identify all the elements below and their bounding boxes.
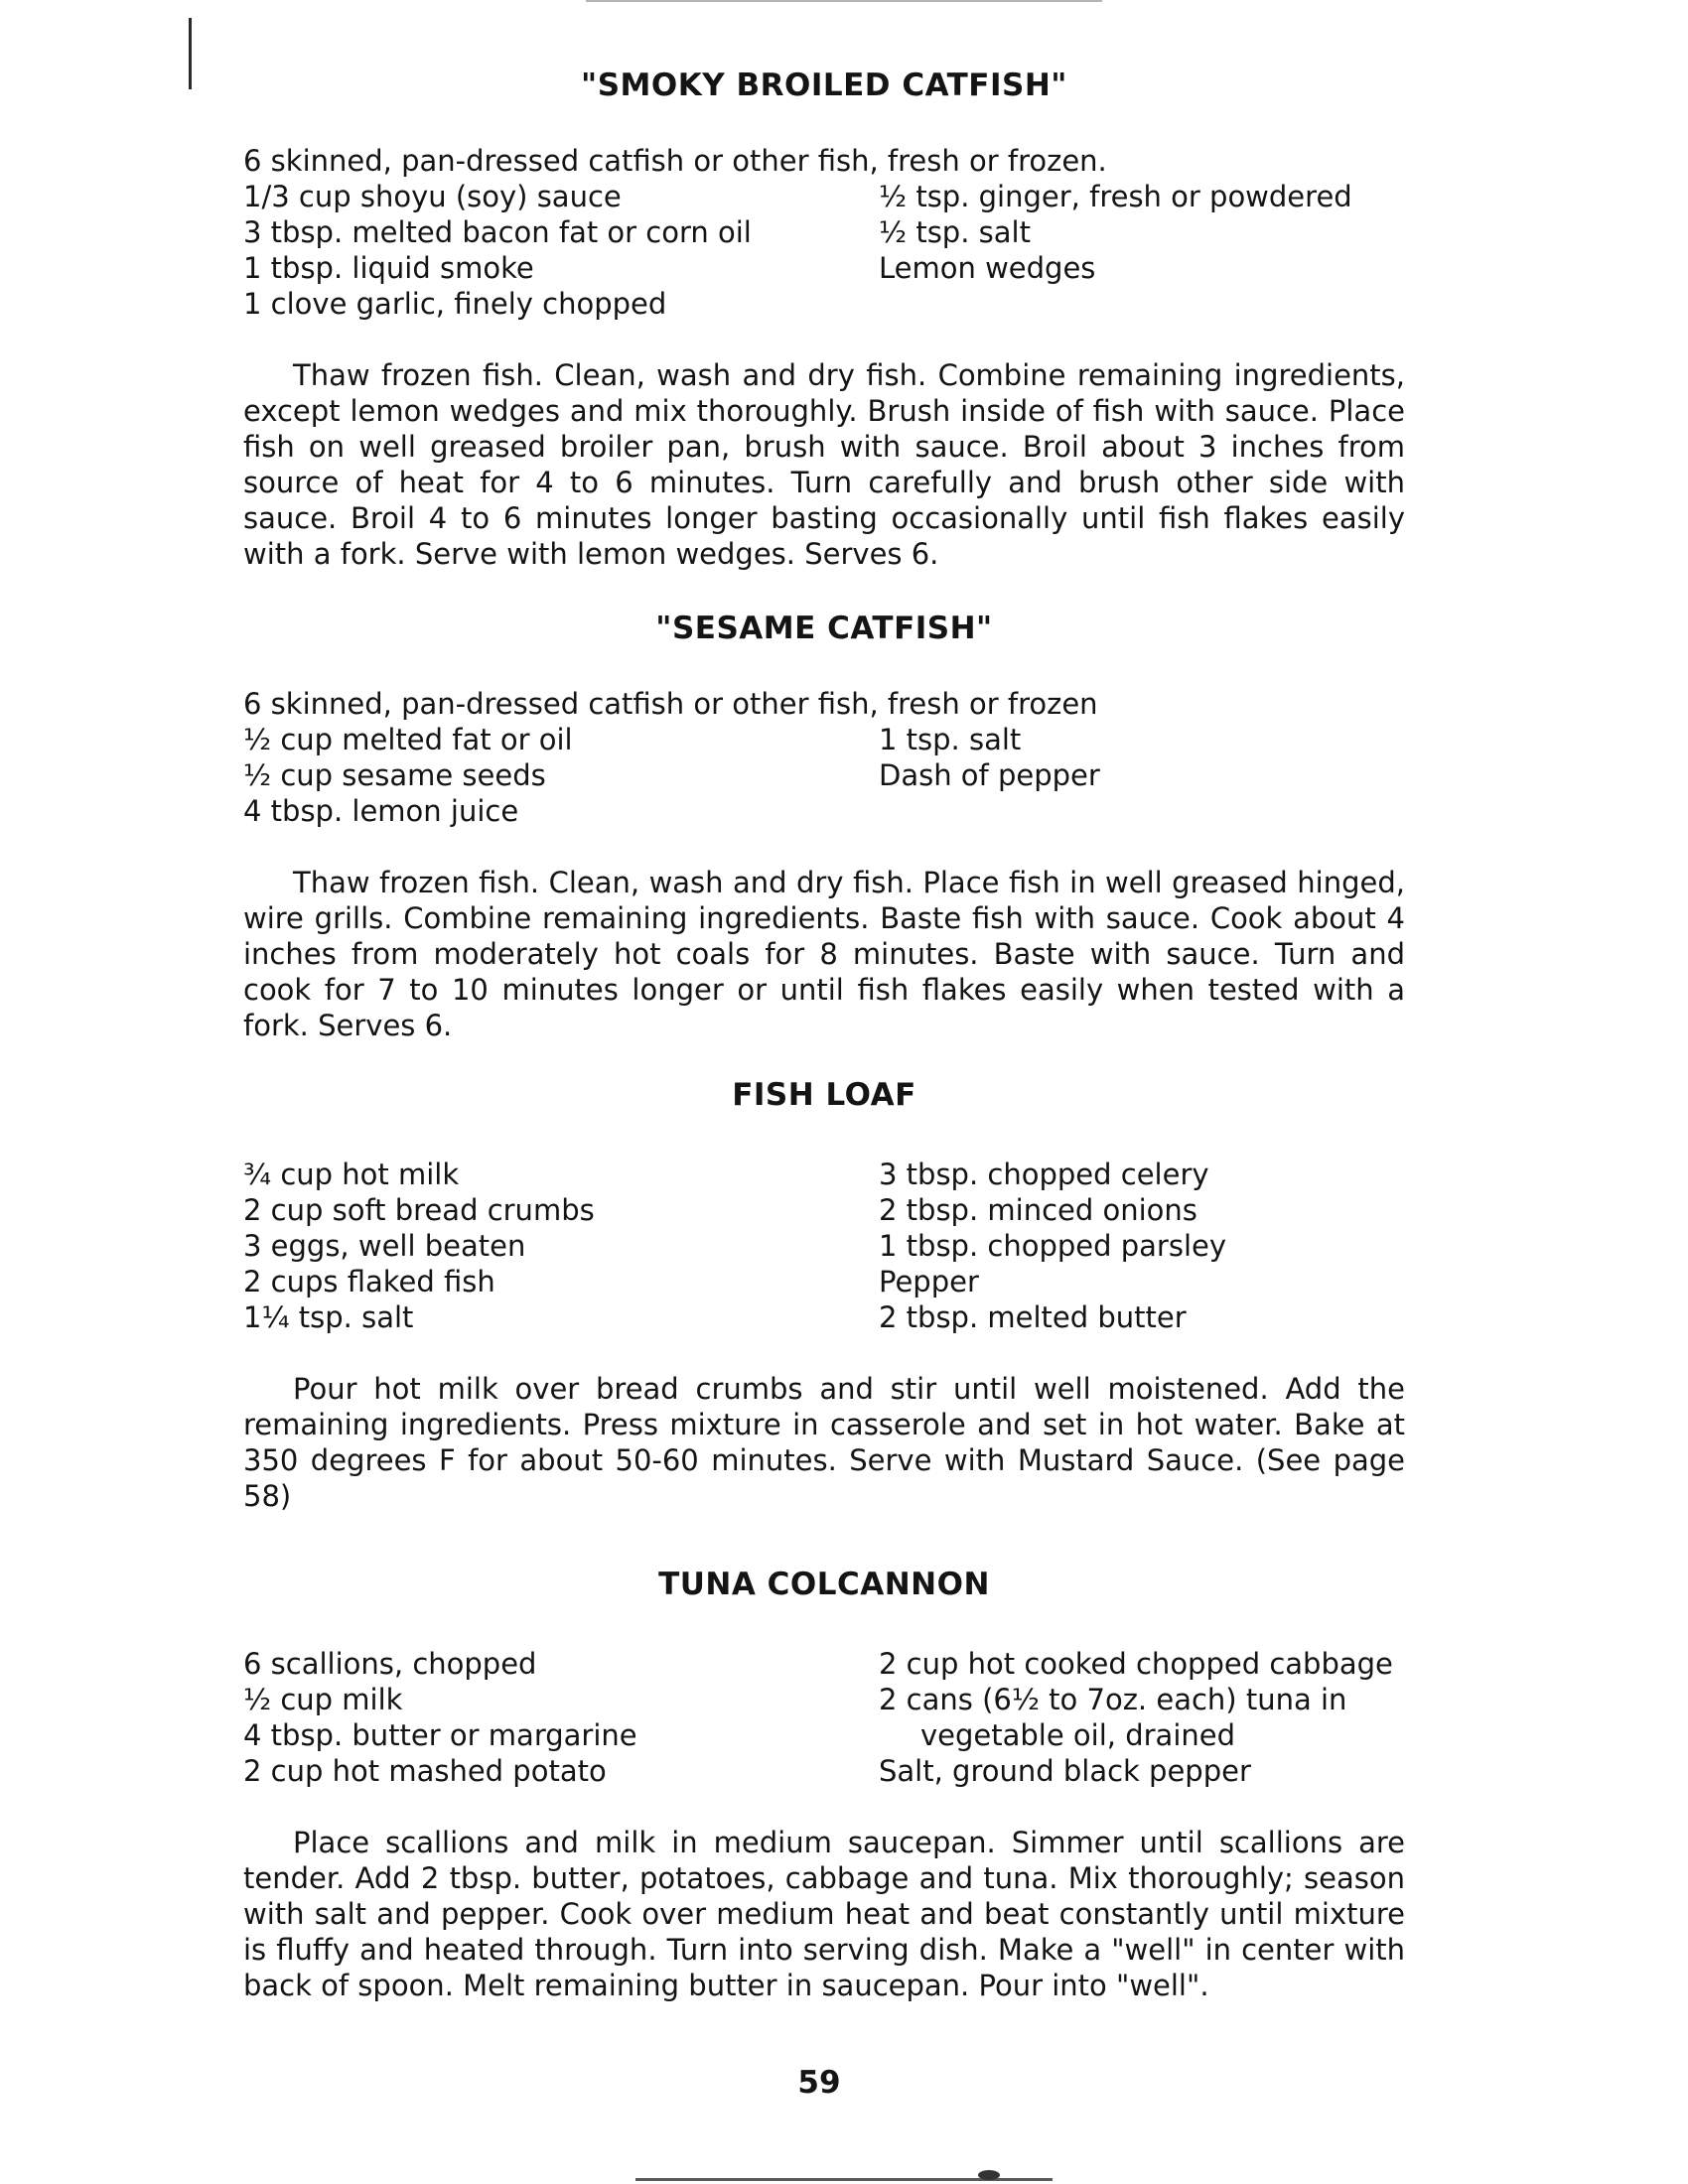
ingredient-list (243, 1157, 1405, 1335)
ingredient: 1 tsp. salt (879, 723, 1022, 756)
ingredient: 2 cup soft bread crumbs (243, 1193, 595, 1227)
ingredient-list (243, 686, 1405, 829)
ingredient-lead: 6 skinned, pan-dressed catfish or other fish, fresh or frozen. (243, 144, 1107, 178)
ingredient: 2 cans (6½ to 7oz. each) tuna in (879, 1683, 1347, 1716)
ingredient: ½ cup melted fat or oil (243, 723, 573, 756)
ingredient: 2 cup hot mashed potato (243, 1754, 607, 1788)
recipe-method: Thaw frozen fish. Clean, wash and dry fish. Place fish in well greased hinged, wire grills. Combine remaining ingredients. Baste fish with sauce. Cook about 4 inches from moderately hot coals for 8 minutes. Baste with sauce. Turn and cook for 7 to 10 minutes longer or until fish flakes easily when tested with a fork. Serves 6. (243, 866, 1405, 1042)
recipe-tuna-colcannon (243, 1567, 1405, 2003)
recipe-method: Thaw frozen fish. Clean, wash and dry fish. Combine remaining ingredients, except lemon wedges and mix thoroughly. Brush inside of fish with sauce. Place fish on well greased broiler pan, brush with sauce. Broil about 3 inches from source of heat for 4 to 6 minutes. Turn carefully and brush other side with sauce. Broil 4 to 6 minutes longer basting occasionally until fish flakes easily with a fork. Serve with lemon wedges. Serves 6. (243, 358, 1405, 571)
ingredient: 6 scallions, chopped (243, 1647, 537, 1681)
ingredient-list (243, 1646, 1405, 1789)
ingredient: 2 tbsp. melted butter (879, 1300, 1187, 1334)
ingredient: 2 cup hot cooked chopped cabbage (879, 1647, 1393, 1681)
ingredient: Salt, ground black pepper (879, 1754, 1251, 1788)
recipe-title: TUNA COLCANNON (658, 1567, 990, 1602)
ingredient: 1/3 cup shoyu (soy) sauce (243, 180, 622, 213)
recipe-method: Pour hot milk over bread crumbs and stir until well moistened. Add the remaining ingredients. Press mixture in casserole and set in hot water. Bake at 350 degrees F for about 50-60 minutes. Serve with Mustard Sauce. (See page 58) (243, 1372, 1405, 1513)
ingredient: 3 eggs, well beaten (243, 1229, 526, 1263)
ingredient: ½ cup sesame seeds (243, 758, 546, 792)
ingredient: 1 tbsp. chopped parsley (879, 1229, 1227, 1263)
ingredient: ½ tsp. ginger, fresh or powdered (879, 180, 1352, 213)
ingredient: Lemon wedges (879, 251, 1096, 285)
ingredient-list (243, 143, 1405, 322)
ingredient: 1 tbsp. liquid smoke (243, 251, 534, 285)
ingredient: 2 tbsp. minced onions (879, 1193, 1197, 1227)
recipe-smoky-broiled-catfish (243, 68, 1405, 572)
ingredient: 3 tbsp. chopped celery (879, 1158, 1209, 1191)
recipe-title: FISH LOAF (732, 1077, 916, 1113)
ingredient: 4 tbsp. butter or margarine (243, 1718, 637, 1752)
recipe-title: "SMOKY BROILED CATFISH" (581, 68, 1067, 103)
ingredient: 1 clove garlic, finely chopped (243, 287, 667, 321)
ingredient: ½ tsp. salt (879, 215, 1031, 249)
recipe-method: Place scallions and milk in medium saucepan. Simmer until scallions are tender. Add 2 tbsp. butter, potatoes, cabbage and tuna. Mix thoroughly; season with salt and pepper. Cook over medium heat and beat constantly until mixture is fluffy and heated through. Turn into serving dish. Make a "well" in center with back of spoon. Melt remaining butter in saucepan. Pour into "well". (243, 1826, 1405, 2002)
recipe-title: "SESAME CATFISH" (655, 611, 993, 646)
ingredient: 2 cups flaked fish (243, 1265, 495, 1298)
ingredient: ¾ cup hot milk (243, 1158, 460, 1191)
ink-blot (978, 2170, 1000, 2180)
page-number: 59 (797, 2065, 841, 2101)
ingredient: vegetable oil, drained (920, 1718, 1236, 1752)
ingredient: 3 tbsp. melted bacon fat or corn oil (243, 215, 752, 249)
margin-mark (189, 18, 192, 89)
recipe-fish-loaf (243, 1077, 1405, 1514)
recipe-sesame-catfish (243, 611, 1405, 1043)
ingredient: Pepper (879, 1265, 979, 1298)
ingredient: ½ cup milk (243, 1683, 403, 1716)
ingredient: Dash of pepper (879, 758, 1100, 792)
ingredient: 4 tbsp. lemon juice (243, 794, 519, 828)
ingredient-lead: 6 skinned, pan-dressed catfish or other fish, fresh or frozen (243, 687, 1098, 721)
top-rule (586, 0, 1102, 2)
ingredient: 1¼ tsp. salt (243, 1300, 414, 1334)
